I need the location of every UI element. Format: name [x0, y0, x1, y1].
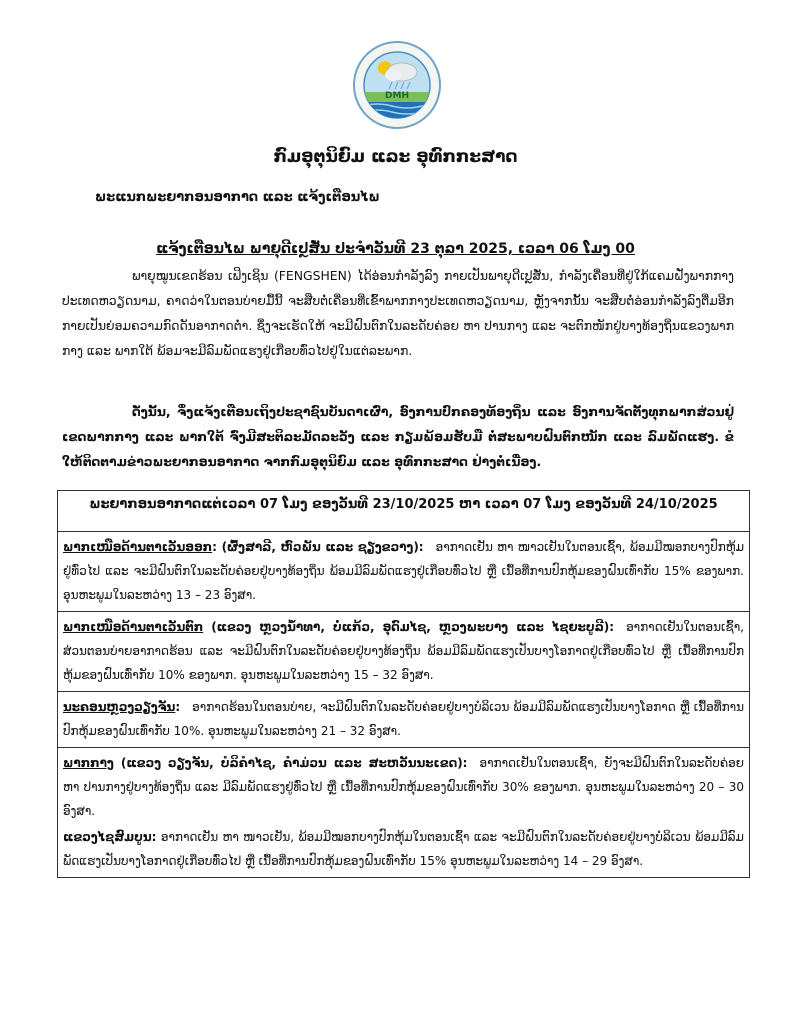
forecast-cell-northeast — [58, 532, 750, 612]
intro-paragraph: ພາຍຸໝູນເຂດຮ້ອນ ເຟິງເຊິນ (FENGSHEN) ໄດ້ອ່ອນກຳລັງລົງ ກາຍເປັນພາຍຸດີເປຼສັ່ນ, ກຳລັງເຄື່ອນທີ່ຢູ່ໃກ້ແຄມຝັ່ງພາກກາງປະເທດຫວຽດນາມ, ຄາດວ່າໃນຕອນບ່າຍມື້ນີ້ ຈະສືບຕໍ່ເຄື່ອນທີ່ເຂົ້າພາກກາງປະເທດຫວຽດນາມ, ຫຼັງຈາກນັ້ນ ຈະສືບຕໍ່ອ່ອນກຳລັງລົງຕື່ມອີກ ກາຍເປັນຍ່ອມຄວາມກົດດັນອາກາດຕ່ຳ. ຊຶ່ງຈະເຮັດໃຫ້ ຈະມີຝົນຕົກໃນລະດັບຄ່ອຍ ຫາ ປານກາງ ແລະ ຈະຕົກໜັກຢູ່ບາງທ້ອງຖິ່ນແຂວງພາກກາງ ແລະ ພາກໃຕ້ ພ້ອມຈະມີລົມພັດແຮງຢູ່ເກືອບທົ່ວໄປຢູ່ໃນແຕ່ລະພາກ. — [62, 268, 734, 358]
table-row — [58, 612, 750, 692]
subregion-name: ແຂວງໄຊສົມບູນ: — [63, 830, 157, 844]
forecast-cell-northwest — [58, 612, 750, 692]
table-row — [58, 748, 750, 878]
ministry-name: ກົມອຸຕຸນິຍົມ ແລະ ອຸທົກກະສາດ — [273, 147, 518, 167]
region-provinces: (ແຂວງ ຫຼວງນ້ຳທາ, ບໍ່ແກ້ວ, ອຸດົມໄຊ, ຫຼວງພະບາງ ແລະ ໄຊຍະບູລີ): — [203, 620, 615, 634]
region-forecast: ອາກາດເຢັນ ຫາ ໜາວເຢັນໃນຕອນເຊົ້າ, ພ້ອມມີໝອກບາງປົກຫຸ້ມຢູ່ທົ່ວໄປ ແລະ ຈະມີຝົນຕົກໃນລະດັບຄ່ອຍຢູ່ບາງທ້ອງຖິ່ນ ພ້ອມມີລົມພັດແຮງຢູ່ເກືອບທົ່ວໄປ ຫຼື ເນື້ອທີ່ການປົກຫຸ້ມຂອງຝົນເທົ່າກັບ 15% ຂອງພາກ. ອຸນຫະພູມໃນລະຫວ່າງ 13 – 23 ອົງສາ. — [63, 540, 744, 602]
forecast-cell-vientiane-capital — [58, 692, 750, 748]
dmh-logo — [352, 40, 442, 130]
department-name: ພະແນກພະຍາກອນອາກາດ ແລະ ແຈ້ງເຕືອນໄພ — [95, 190, 380, 205]
document-title: ແຈ້ງເຕືອນໄພ ພາຍຸດີເປຼສັ່ນ ປະຈຳວັນທີ 23 ຕຸລາ 2025, ເວລາ 06 ໂມງ 00 — [156, 241, 635, 257]
table-row — [58, 692, 750, 748]
region-provinces: : (ຜົ້ງສາລີ, ຫົວພັນ ແລະ ຊຽງຂວາງ): — [212, 540, 424, 554]
region-forecast: ອາກາດເຢັນໃນຕອນເຊົ້າ, ສ່ວນຕອນບ່າຍອາກາດຮ້ອນ ແລະ ຈະມີຝົນຕົກໃນລະດັບຄ່ອຍຢູ່ບາງທ້ອງຖິ່ນ ພ້ອມມີລົມພັດແຮງເປັນບາງໂອກາດຢູ່ເກືອບທົ່ວໄປ ຫຼື ເນື້ອທີ່ການປົກຫຸ້ມຂອງຝົນເທົ່າກັບ 10% ຂອງພາກ. ອຸນຫະພູມໃນລະຫວ່າງ 15 – 32 ອົງສາ. — [63, 620, 744, 682]
logo-text: DMH — [385, 91, 409, 101]
region-name: ນະຄອນຫຼວງວຽງຈັນ — [63, 700, 176, 714]
forecast-cell-central — [58, 748, 750, 878]
forecast-table-header-row — [58, 491, 750, 532]
region-forecast: ອາກາດຮ້ອນໃນຕອນບ່າຍ, ຈະມີຝົນຕົກໃນລະດັບຄ່ອຍຢູ່ບາງບໍລິເວນ ພ້ອມມີລົມພັດແຮງເປັນບາງໂອກາດ ຫຼື ເນື້ອທີ່ການປົກຫຸ້ມຂອງຝົນເທົ່າກັບ 10%. ອຸນຫະພູມໃນລະຫວ່າງ 21 – 32 ອົງສາ. — [63, 700, 744, 738]
region-name: ພາກເໜືອດ້ານຕາເວັນຕົກ — [63, 620, 204, 634]
forecast-table — [57, 490, 750, 878]
region-name: ພາກເໜືອດ້ານຕາເວັນອອກ — [63, 540, 213, 554]
dmh-emblem-icon — [352, 40, 442, 130]
table-row — [58, 532, 750, 612]
region-name: ພາກກາງ — [63, 756, 114, 770]
subregion-forecast: ອາກາດເຢັນ ຫາ ໜາວເຢັນ, ພ້ອມມີໝອກບາງປົກຫຸ້ມໃນຕອນເຊົ້າ ແລະ ຈະມີຝົນຕົກໃນລະດັບຄ່ອຍຢູ່ບາງບໍລິເວນ ພ້ອມມີລົມພັດແຮງເປັນບາງໂອກາດຢູ່ເກືອບທົ່ວໄປ ຫຼື ເນື້ອທີ່ການປົກຫຸ້ມຂອງຝົນເທົ່າກັບ 15% ອຸນຫະພູມໃນລະຫວ່າງ 14 – 29 ອົງສາ. — [63, 830, 744, 868]
region-forecast: ອາກາດເຢັນໃນຕອນເຊົ້າ, ຍັງຈະມີຝົນຕົກໃນລະດັບຄ່ອຍ ຫາ ປານກາງຢູ່ບາງທ້ອງຖິ່ນ ແລະ ມີລົມພັດແຮງຢູ່ທົ່ວໄປ ຫຼື ເນື້ອທີ່ການປົກຫຸ້ມຂອງຝົນເທົ່າກັບ 30% ຂອງພາກ. ອຸນຫະພູມໃນລະຫວ່າງ 20 – 30 ອົງສາ. — [63, 756, 744, 818]
forecast-period-heading: ພະຍາກອນອາກາດແຕ່ເວລາ 07 ໂມງ ຂອງວັນທີ 23/10/2025 ຫາ ເວລາ 07 ໂມງ ຂອງວັນທີ 24/10/2025 — [58, 491, 750, 532]
region-provinces: : — [175, 700, 181, 714]
subregion-xaisomboun — [63, 825, 744, 873]
warning-paragraph: ດັ່ງນັ້ນ, ຈຶ່ງແຈ້ງເຕືອນເຖິງປະຊາຊົນບັນດາເຜົ່າ, ອົງການປົກຄອງທ້ອງຖິ່ນ ແລະ ອົງການຈັດຕັ້ງທຸກພາກສ່ວນຢູ່ເຂດພາກກາງ ແລະ ພາກໃຕ້ ຈົ່ງມີສະຕິລະມັດລະວັງ ແລະ ກຽມພ້ອມຮັບມື ຕໍ່ສະພາບຝົນຕົກໜັກ ແລະ ລົມພັດແຮງ. ຂໍໃຫ້ຕິດຕາມຂ່າວພະຍາກອນອາກາດ ຈາກກົມອຸຕຸນິຍົມ ແລະ ອຸທົກກະສາດ ຢ່າງຕໍ່ເນື່ອງ. — [62, 404, 734, 469]
region-provinces: (ແຂວງ ວຽງຈັນ, ບໍລິຄຳໄຊ, ຄຳມ່ວນ ແລະ ສະຫວັນນະເຂດ): — [113, 756, 468, 770]
